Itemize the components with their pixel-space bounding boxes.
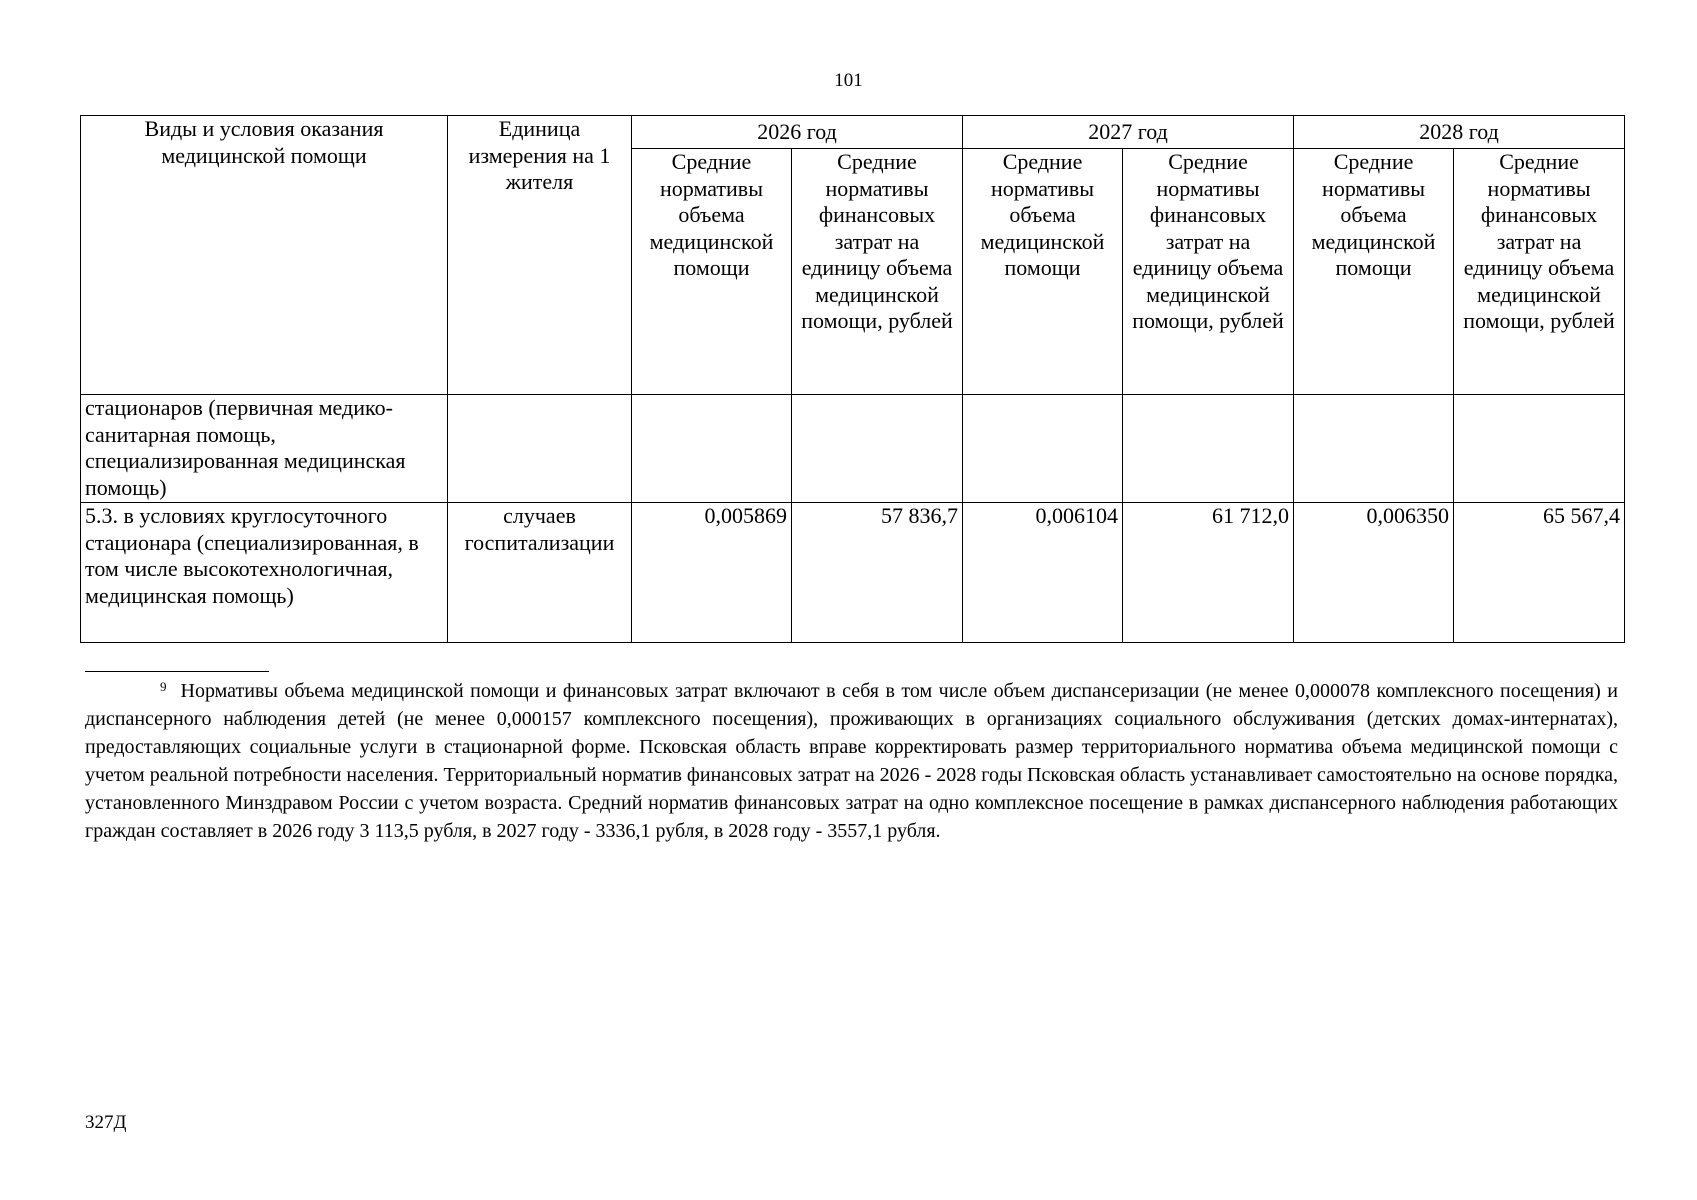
header-cost-2026: Средние нормативы финансовых затрат на единицу объема медицинской помощи, рублей [792, 149, 963, 395]
cell-kind: стационаров (первичная медико-санитарная помощь, специализированная медицинская помощь) [81, 395, 448, 503]
cell-unit [448, 395, 632, 503]
cell-unit: случаев госпитализации [448, 503, 632, 643]
cell-volume-2027: 0,006104 [963, 503, 1123, 643]
norms-table [80, 115, 1625, 643]
cell-cost-2027: 61 712,0 [1123, 503, 1294, 643]
header-cost-2028: Средние нормативы финансовых затрат на единицу объема медицинской помощи, рублей [1454, 149, 1625, 395]
cell-volume-2026: 0,005869 [632, 503, 792, 643]
cell-kind: 5.3. в условиях круглосуточного стационара (специализированная, в том числе высокотехнологичная, медицинская помощь) [81, 503, 448, 643]
document-code: 327Д [85, 1112, 127, 1133]
header-kind: Виды и условия оказания медицинской помощи [81, 116, 448, 395]
table-row [81, 503, 1625, 643]
cell-cost-2028 [1454, 395, 1625, 503]
page-number: 101 [834, 70, 863, 91]
cell-volume-2026 [632, 395, 792, 503]
header-year-2027: 2027 год [963, 116, 1294, 149]
cell-cost-2026 [792, 395, 963, 503]
cell-volume-2028 [1294, 395, 1454, 503]
footnote-marker: 9 [160, 679, 167, 694]
cell-volume-2028: 0,006350 [1294, 503, 1454, 643]
footnote-text: Нормативы объема медицинской помощи и финансовых затрат включают в себя в том числе объем диспансеризации (не менее 0,000078 комплексного посещения) и диспансерного наблюдения детей (не менее 0,000157 комплексного посещения), проживающих в организациях социального обслуживания (детских домах-интернатах), предоставляющих социальные услуги в стационарной форме. Псковская область вправе корректировать размер территориального норматива объема медицинской помощи с учетом реальной потребности населения. Территориальный норматив финансовых затрат на 2026 - 2028 годы Псковская область устанавливает самостоятельно на основе порядка, установленного Минздравом России с учетом возраста. Средний норматив финансовых затрат на одно комплексное посещение в рамках диспансерного наблюдения работающих граждан составляет в 2026 году 3 113,5 рубля, в 2027 году - 3336,1 рубля, в 2028 году - 3557,1 рубля. [85, 680, 1618, 842]
cell-cost-2026: 57 836,7 [792, 503, 963, 643]
header-volume-2028: Средние нормативы объема медицинской помощи [1294, 149, 1454, 395]
header-year-2028: 2028 год [1294, 116, 1625, 149]
header-unit: Единица измерения на 1 жителя [448, 116, 632, 395]
cell-volume-2027 [963, 395, 1123, 503]
header-volume-2026: Средние нормативы объема медицинской помощи [632, 149, 792, 395]
cell-cost-2027 [1123, 395, 1294, 503]
table-header-row-years [81, 116, 1625, 149]
header-cost-2027: Средние нормативы финансовых затрат на единицу объема медицинской помощи, рублей [1123, 149, 1294, 395]
footnote [85, 677, 1618, 845]
cell-cost-2028: 65 567,4 [1454, 503, 1625, 643]
header-year-2026: 2026 год [632, 116, 963, 149]
table-row [81, 395, 1625, 503]
footnote-separator [85, 671, 269, 672]
header-volume-2027: Средние нормативы объема медицинской помощи [963, 149, 1123, 395]
